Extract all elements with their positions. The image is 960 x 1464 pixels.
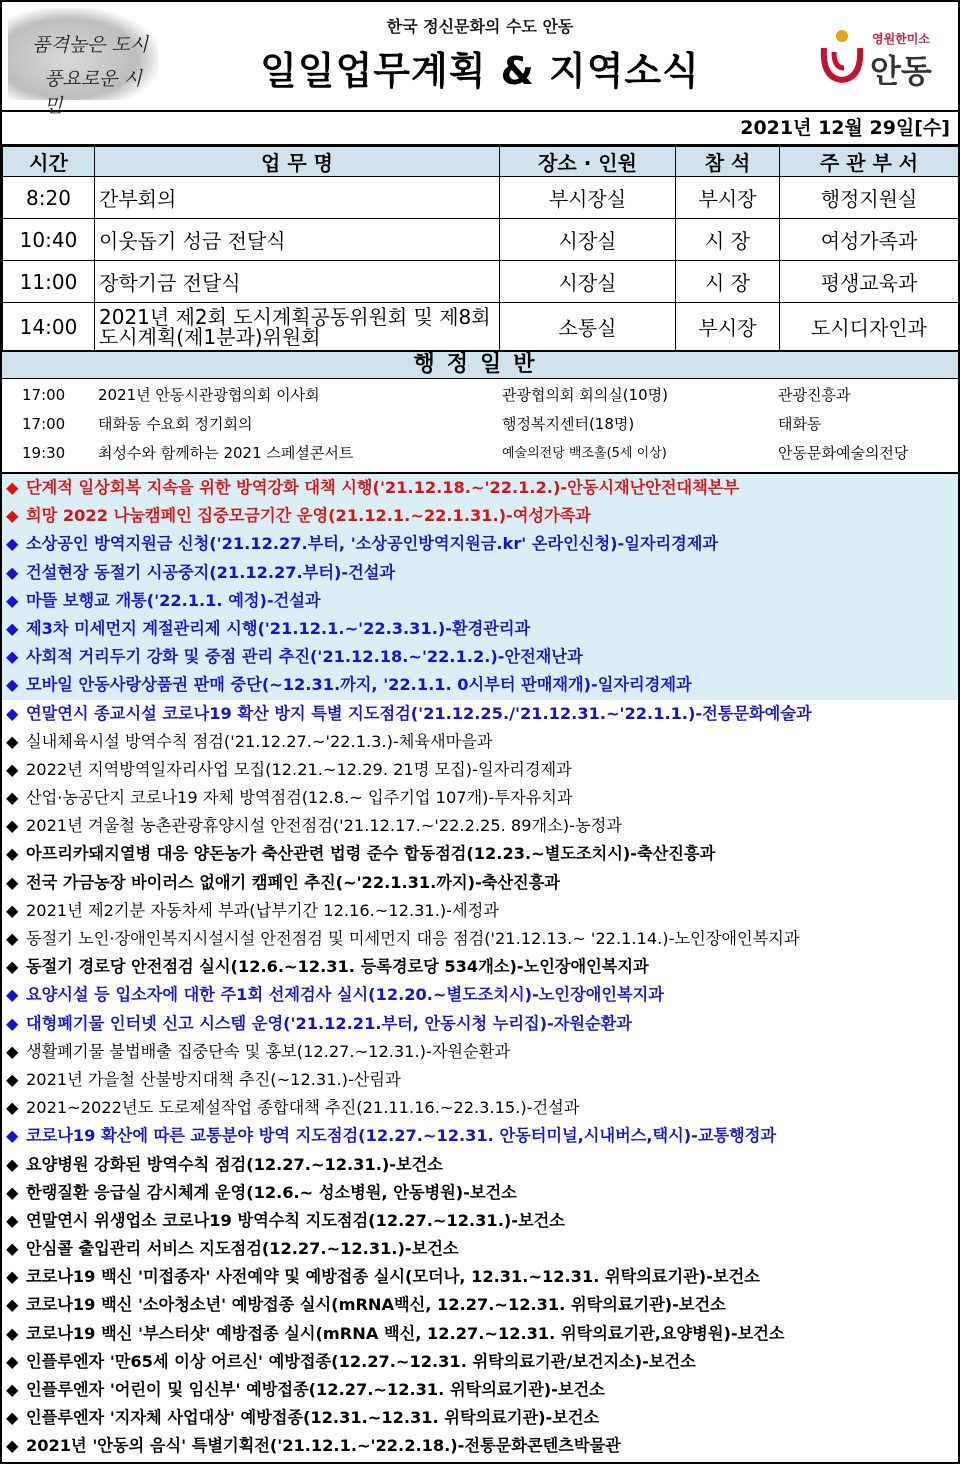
page-title: 일일업무계획 & 지역소식: [260, 49, 700, 93]
news-text: 건설현장 동절기 시공중지(21.12.27.부터)-건설과: [26, 562, 396, 582]
news-text: 아프리카돼지열병 대응 양돈농가 축산관련 법령 준수 합동점검(12.23.~별도조치시)-축산진흥과: [26, 844, 716, 864]
diamond-bullet-icon: ◆: [6, 647, 19, 667]
list-item: [2, 615, 958, 643]
news-text: 마뜰 보행교 개통('22.1.1. 예정)-건설과: [26, 590, 321, 610]
diamond-bullet-icon: ◆: [6, 788, 19, 808]
list-item: [2, 1066, 958, 1094]
diamond-bullet-icon: ◆: [6, 562, 19, 582]
list-item: [2, 953, 958, 981]
news-list: [2, 474, 958, 1461]
diamond-bullet-icon: ◆: [6, 1295, 19, 1315]
news-text: 인플루엔자 '지자체 사업대상' 예방접종(12.31.~12.31. 위탁의료기관)-보건소: [26, 1408, 600, 1428]
news-text: 코로나19 백신 '소아청소년' 예방접종 실시(mRNA백신, 12.27.~12.31. 위탁의료기관)-보건소: [26, 1295, 726, 1315]
logo-tagline: 영원한미소: [872, 32, 930, 46]
col-header-attend: 참 석: [676, 147, 780, 177]
diamond-bullet-icon: ◆: [6, 900, 19, 920]
andong-logo: [818, 22, 940, 92]
list-item: [2, 530, 958, 558]
cell-attend: 부시장: [676, 303, 780, 351]
admin-dept: 안동문화예술의전당: [778, 444, 909, 462]
news-text: 실내체육시설 방역수칙 점검('21.12.27.~'22.1.3.)-체육새마을과: [26, 731, 493, 751]
list-item: [2, 559, 958, 587]
schedule-header-row: [3, 147, 959, 177]
logo-city-name: 안동: [870, 52, 932, 90]
list-item: [2, 784, 958, 812]
news-text: 생활폐기물 불법배출 집중단속 및 홍보(12.27.~12.31.)-자원순환과: [26, 1041, 510, 1061]
diamond-bullet-icon: ◆: [6, 816, 19, 836]
list-item: [2, 1010, 958, 1038]
diamond-bullet-icon: ◆: [6, 1013, 19, 1033]
list-item: [2, 925, 958, 953]
admin-row: [2, 410, 958, 439]
diamond-bullet-icon: ◆: [6, 1239, 19, 1259]
diamond-bullet-icon: ◆: [6, 731, 19, 751]
cell-place: 시장실: [500, 219, 676, 261]
diamond-bullet-icon: ◆: [6, 1182, 19, 1202]
news-text: 연말연시 위생업소 코로나19 방역수칙 지도점검(12.27.~12.31.)-보건소: [26, 1210, 565, 1230]
news-text: 전국 가금농장 바이러스 없애기 캠페인 추진(~'22.1.31.까지)-축산진흥과: [26, 872, 560, 892]
diamond-bullet-icon: ◆: [6, 1323, 19, 1343]
diamond-bullet-icon: ◆: [6, 675, 19, 695]
list-item: [2, 1291, 958, 1319]
list-item: [2, 728, 958, 756]
cell-time: 14:00: [3, 303, 95, 351]
admin-time: 17:00: [22, 415, 66, 433]
list-item: [2, 1094, 958, 1122]
news-text: 안심콜 출입관리 서비스 지도점검(12.27.~12.31.)-보건소: [26, 1239, 459, 1259]
diamond-bullet-icon: ◆: [6, 1210, 19, 1230]
table-row: [3, 219, 959, 261]
cell-task: 간부회의: [95, 177, 500, 219]
diamond-bullet-icon: ◆: [6, 1351, 19, 1371]
cell-dept: 행정지원실: [780, 177, 959, 219]
news-text: 2021년 제2기분 자동차세 부과(납부기간 12.16.~12.31.)-세정과: [26, 900, 499, 920]
list-item: [2, 502, 958, 530]
col-header-place: 장소 · 인원: [500, 147, 676, 177]
table-row: [3, 177, 959, 219]
admin-task: 태화동 수요회 정기회의: [98, 415, 253, 433]
list-item: [2, 812, 958, 840]
admin-time: 19:30: [22, 444, 66, 462]
diamond-bullet-icon: ◆: [6, 1380, 19, 1399]
diamond-bullet-icon: ◆: [6, 1408, 19, 1428]
list-item: [2, 1207, 958, 1235]
diamond-bullet-icon: ◆: [6, 703, 19, 723]
diamond-bullet-icon: ◆: [6, 534, 19, 554]
list-item: [2, 1038, 958, 1066]
list-item: [2, 897, 958, 925]
list-item: [2, 643, 958, 671]
cell-task: 장학기금 전달식: [95, 261, 500, 303]
cell-time: 10:40: [3, 219, 95, 261]
schedule-table: [2, 146, 959, 351]
cell-time: 11:00: [3, 261, 95, 303]
news-text: 산업·농공단지 코로나19 자체 방역점검(12.8.~ 입주기업 107개)-투자유치과: [26, 788, 573, 808]
admin-place: 예술의전당 백조홀(5세 이상): [502, 446, 667, 461]
news-text: 연말연시 종교시설 코로나19 확산 방지 특별 지도점검('21.12.25./'21.12.31.~'22.1.1.)-전통문화예술과: [26, 703, 812, 723]
admin-time: 17:00: [22, 386, 66, 404]
news-text: 동절기 경로당 안전점검 실시(12.6.~12.31. 등록경로당 534개소)-노인장애인복지과: [26, 957, 649, 977]
list-item: [2, 1263, 958, 1291]
diamond-bullet-icon: ◆: [6, 872, 19, 892]
news-text: 인플루엔자 '어린이 및 임신부' 예방접종(12.27.~12.31. 위탁의료기관)-보건소: [26, 1380, 605, 1399]
admin-place: 행정복지센터(18명): [502, 415, 635, 433]
col-header-task: 업 무 명: [95, 147, 500, 177]
cell-place: 시장실: [500, 261, 676, 303]
list-item: [2, 671, 958, 699]
andong-logo-icon: [818, 28, 866, 84]
slogan-line-1: 품격높은 도시: [32, 34, 149, 56]
news-text: 한랭질환 응급실 감시체계 운영(12.6.~ 성소병원, 안동병원)-보건소: [26, 1182, 517, 1202]
news-text: 2021~2022년도 도로제설작업 종합대책 추진(21.11.16.~22.3.15.)-건설과: [26, 1098, 580, 1118]
list-item: [2, 1151, 958, 1179]
admin-row: [2, 439, 958, 468]
news-text: 제3차 미세먼지 계절관리제 시행('21.12.1.~'22.3.31.)-환경관리과: [26, 618, 531, 638]
col-header-dept: 주 관 부 서: [780, 147, 959, 177]
news-text: 코로나19 백신 '미접종자' 사전예약 및 예방접종 실시(모더나, 12.31.~12.31. 위탁의료기관)-보건소: [26, 1267, 760, 1287]
admin-row: [2, 381, 958, 410]
slogan-line-2: 풍요로운 시민: [44, 68, 142, 117]
list-item: [2, 474, 958, 502]
admin-task: 최성수와 함께하는 2021 스페셜콘서트: [98, 444, 354, 462]
news-text: 요양시설 등 입소자에 대한 주1회 선제검사 실시(12.20.~별도조치시)-노인장애인복지과: [26, 985, 664, 1005]
cell-task: 2021년 제2회 도시계획공동위원회 및 제8회 도시계획(제1분과)위원회: [95, 303, 500, 351]
list-item: [2, 1432, 958, 1460]
diamond-bullet-icon: ◆: [6, 1041, 19, 1061]
news-text: 2021년 가을철 산불방지대책 추진(~12.31.)-산림과: [26, 1069, 401, 1089]
list-item: [2, 587, 958, 615]
news-text: 대형폐기물 인터넷 신고 시스템 운영('21.12.21.부터, 안동시청 누리집)-자원순환과: [26, 1013, 632, 1033]
admin-task: 2021년 안동시관광협의회 이사회: [98, 386, 320, 404]
news-text: 2021년 '안동의 음식' 특별기획전('21.12.1.~'22.2.18.)-전통문화콘텐츠박물관: [26, 1436, 621, 1456]
news-text: 사회적 거리두기 강화 및 중점 관리 추진('21.12.18.~'22.1.2.)-안전재난과: [26, 647, 583, 667]
admin-list: [2, 379, 958, 474]
news-text: 소상공인 방역지원금 신청('21.12.27.부터, '소상공인방역지원금.kr' 온라인신청)-일자리경제과: [26, 534, 719, 554]
list-item: [2, 1376, 958, 1404]
diamond-bullet-icon: ◆: [6, 478, 19, 497]
cell-attend: 시 장: [676, 261, 780, 303]
diamond-bullet-icon: ◆: [6, 929, 19, 948]
list-item: [2, 1235, 958, 1263]
list-item: [2, 1348, 958, 1376]
admin-place: 관광협의회 회의실(10명): [502, 386, 668, 404]
cell-attend: 시 장: [676, 219, 780, 261]
news-text: 요양병원 강화된 방역수칙 점검(12.27.~12.31.)-보건소: [26, 1154, 443, 1174]
list-item: [2, 700, 958, 728]
news-text: 코로나19 확산에 따른 교통분야 방역 지도점검(12.27.~12.31. 안동터미널,시내버스,택시)-교통행정과: [26, 1126, 777, 1146]
cell-dept: 여성가족과: [780, 219, 959, 261]
diamond-bullet-icon: ◆: [6, 957, 19, 977]
cell-dept: 도시디자인과: [780, 303, 959, 351]
diamond-bullet-icon: ◆: [6, 759, 19, 779]
table-row: [3, 261, 959, 303]
diamond-bullet-icon: ◆: [6, 1069, 19, 1089]
list-item: [2, 981, 958, 1009]
list-item: [2, 1320, 958, 1348]
list-item: [2, 840, 958, 868]
news-text: 희망 2022 나눔캠페인 집중모금기간 운영(21.12.1.~22.1.31.)-여성가족과: [26, 506, 591, 526]
table-row: [3, 303, 959, 351]
diamond-bullet-icon: ◆: [6, 985, 19, 1005]
admin-dept: 태화동: [778, 415, 822, 433]
cell-place: 소통실: [500, 303, 676, 351]
list-item: [2, 1122, 958, 1150]
diamond-bullet-icon: ◆: [6, 618, 19, 638]
diamond-bullet-icon: ◆: [6, 590, 19, 610]
news-text: 2022년 지역방역일자리사업 모집(12.21.~12.29. 21명 모집)-일자리경제과: [26, 759, 572, 779]
diamond-bullet-icon: ◆: [6, 844, 19, 864]
cell-time: 8:20: [3, 177, 95, 219]
list-item: [2, 756, 958, 784]
header-subtitle: 한국 정신문화의 수도 안동: [386, 17, 574, 36]
cell-task: 이웃돕기 성금 전달식: [95, 219, 500, 261]
admin-section-title: 행정일반: [2, 351, 958, 379]
list-item: [2, 869, 958, 897]
cell-attend: 부시장: [676, 177, 780, 219]
list-item: [2, 1404, 958, 1432]
diamond-bullet-icon: ◆: [6, 1154, 19, 1174]
diamond-bullet-icon: ◆: [6, 506, 19, 526]
header: [2, 2, 958, 117]
news-text: 동절기 노인·장애인복지시설시설 안전점검 및 미세먼지 대응 점검('21.12.13.~ '22.1.14.)-노인장애인복지과: [26, 929, 800, 948]
news-text: 인플루엔자 '만65세 이상 어르신' 예방접종(12.27.~12.31. 위탁의료기관/보건지소)-보건소: [26, 1351, 696, 1371]
news-text: 2021년 겨울철 농촌관광휴양시설 안전점검('21.12.17.~'22.2.25. 89개소)-농정과: [26, 816, 622, 836]
document-date: 2021년 12월 29일[수]: [2, 112, 958, 146]
diamond-bullet-icon: ◆: [6, 1267, 19, 1287]
cell-place: 부시장실: [500, 177, 676, 219]
list-item: [2, 1179, 958, 1207]
admin-dept: 관광진흥과: [778, 386, 851, 404]
cell-dept: 평생교육과: [780, 261, 959, 303]
diamond-bullet-icon: ◆: [6, 1436, 19, 1456]
news-text: 단계적 일상회복 지속을 위한 방역강화 대책 시행('21.12.18.~'22.1.2.)-안동시재난안전대책본부: [26, 478, 740, 497]
diamond-bullet-icon: ◆: [6, 1098, 19, 1118]
col-header-time: 시간: [3, 147, 95, 177]
news-text: 코로나19 백신 '부스터샷' 예방접종 실시(mRNA 백신, 12.27.~12.31. 위탁의료기관,요양병원)-보건소: [26, 1323, 785, 1343]
news-text: 모바일 안동사랑상품권 판매 중단(~12.31.까지, '22.1.1. 0시부터 판매재개)-일자리경제과: [26, 675, 692, 695]
diamond-bullet-icon: ◆: [6, 1126, 19, 1146]
